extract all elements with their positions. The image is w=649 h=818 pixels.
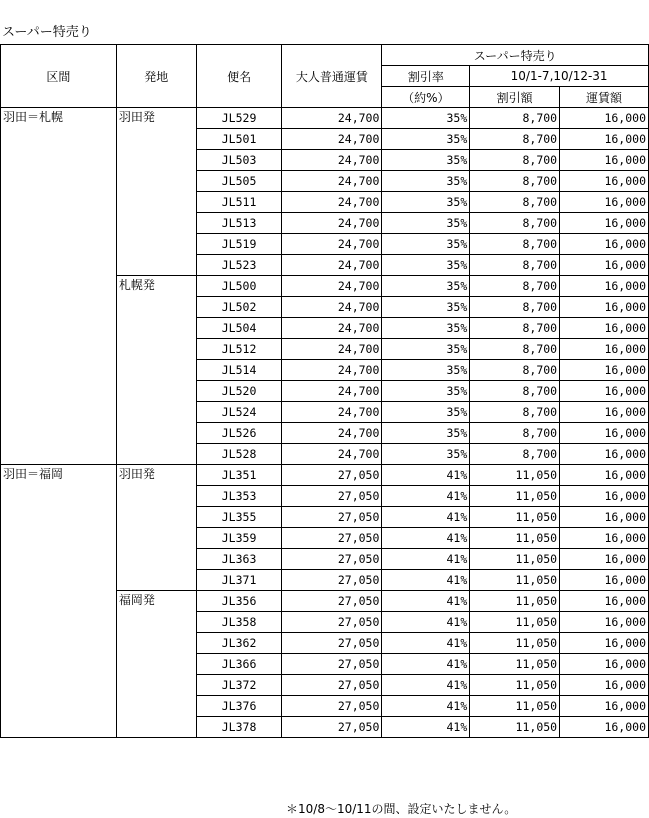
fare-amount-cell: 16,000: [560, 528, 649, 549]
discount-rate-cell: 35%: [382, 339, 470, 360]
flight-cell: JL362: [196, 633, 282, 654]
adult-fare-cell: 24,700: [282, 108, 382, 129]
discount-amount-cell: 8,700: [470, 339, 560, 360]
flight-cell: JL502: [196, 297, 282, 318]
header-discount-amount: 割引額: [470, 87, 560, 108]
flight-cell: JL358: [196, 612, 282, 633]
discount-rate-cell: 35%: [382, 444, 470, 465]
fare-amount-cell: 16,000: [560, 507, 649, 528]
flight-cell: JL366: [196, 654, 282, 675]
discount-amount-cell: 11,050: [470, 633, 560, 654]
page-title: スーパー特売り: [2, 25, 92, 40]
fare-amount-cell: 16,000: [560, 234, 649, 255]
header-fare-amount: 運賃額: [560, 87, 649, 108]
adult-fare-cell: 24,700: [282, 213, 382, 234]
flight-cell: JL505: [196, 171, 282, 192]
flight-cell: JL378: [196, 717, 282, 738]
origin-cell: 札幌発: [116, 276, 196, 465]
adult-fare-cell: 27,050: [282, 675, 382, 696]
discount-rate-cell: 35%: [382, 192, 470, 213]
discount-rate-cell: 35%: [382, 255, 470, 276]
flight-cell: JL511: [196, 192, 282, 213]
discount-amount-cell: 11,050: [470, 486, 560, 507]
discount-amount-cell: 8,700: [470, 423, 560, 444]
header-section: 区間: [1, 45, 117, 108]
origin-cell: 福岡発: [116, 591, 196, 738]
adult-fare-cell: 27,050: [282, 528, 382, 549]
origin-cell: 羽田発: [116, 465, 196, 591]
flight-cell: JL526: [196, 423, 282, 444]
adult-fare-cell: 24,700: [282, 234, 382, 255]
discount-rate-cell: 41%: [382, 570, 470, 591]
fare-amount-cell: 16,000: [560, 717, 649, 738]
discount-amount-cell: 11,050: [470, 528, 560, 549]
flight-cell: JL513: [196, 213, 282, 234]
fare-amount-cell: 16,000: [560, 339, 649, 360]
flight-cell: JL524: [196, 402, 282, 423]
adult-fare-cell: 24,700: [282, 276, 382, 297]
flight-cell: JL355: [196, 507, 282, 528]
flight-cell: JL353: [196, 486, 282, 507]
adult-fare-cell: 24,700: [282, 339, 382, 360]
discount-amount-cell: 11,050: [470, 465, 560, 486]
fare-amount-cell: 16,000: [560, 591, 649, 612]
fare-table: [0, 44, 649, 738]
adult-fare-cell: 24,700: [282, 171, 382, 192]
fare-amount-cell: 16,000: [560, 108, 649, 129]
flight-cell: JL519: [196, 234, 282, 255]
flight-cell: JL356: [196, 591, 282, 612]
header-flight: 便名: [196, 45, 282, 108]
discount-amount-cell: 8,700: [470, 234, 560, 255]
flight-cell: JL520: [196, 381, 282, 402]
adult-fare-cell: 27,050: [282, 696, 382, 717]
flight-cell: JL500: [196, 276, 282, 297]
discount-rate-cell: 35%: [382, 360, 470, 381]
discount-amount-cell: 8,700: [470, 444, 560, 465]
discount-rate-cell: 41%: [382, 549, 470, 570]
discount-rate-cell: 35%: [382, 234, 470, 255]
adult-fare-cell: 24,700: [282, 360, 382, 381]
discount-rate-cell: 35%: [382, 381, 470, 402]
fare-amount-cell: 16,000: [560, 192, 649, 213]
section-cell: 羽田＝福岡: [1, 465, 117, 738]
discount-amount-cell: 8,700: [470, 213, 560, 234]
adult-fare-cell: 24,700: [282, 297, 382, 318]
discount-rate-cell: 35%: [382, 297, 470, 318]
discount-rate-cell: 35%: [382, 213, 470, 234]
discount-rate-cell: 35%: [382, 150, 470, 171]
discount-amount-cell: 11,050: [470, 507, 560, 528]
discount-amount-cell: 11,050: [470, 675, 560, 696]
discount-rate-cell: 41%: [382, 654, 470, 675]
flight-cell: JL371: [196, 570, 282, 591]
discount-amount-cell: 8,700: [470, 297, 560, 318]
discount-amount-cell: 8,700: [470, 192, 560, 213]
fare-amount-cell: 16,000: [560, 297, 649, 318]
discount-amount-cell: 8,700: [470, 276, 560, 297]
flight-cell: JL503: [196, 150, 282, 171]
fare-amount-cell: 16,000: [560, 570, 649, 591]
adult-fare-cell: 27,050: [282, 465, 382, 486]
flight-cell: JL372: [196, 675, 282, 696]
discount-rate-cell: 41%: [382, 717, 470, 738]
discount-amount-cell: 11,050: [470, 654, 560, 675]
discount-rate-cell: 41%: [382, 675, 470, 696]
adult-fare-cell: 27,050: [282, 570, 382, 591]
discount-amount-cell: 8,700: [470, 171, 560, 192]
discount-amount-cell: 11,050: [470, 696, 560, 717]
discount-rate-cell: 41%: [382, 633, 470, 654]
flight-cell: JL359: [196, 528, 282, 549]
adult-fare-cell: 24,700: [282, 150, 382, 171]
header-discount-rate-note: （約%）: [382, 87, 470, 108]
discount-amount-cell: 11,050: [470, 717, 560, 738]
fare-amount-cell: 16,000: [560, 255, 649, 276]
adult-fare-cell: 27,050: [282, 612, 382, 633]
adult-fare-cell: 24,700: [282, 318, 382, 339]
header-discount-rate: 割引率: [382, 66, 470, 87]
discount-amount-cell: 11,050: [470, 549, 560, 570]
discount-rate-cell: 35%: [382, 423, 470, 444]
footnote: ＊10/8～10/11の間、設定いたしません。: [286, 802, 517, 816]
header-super-sale: スーパー特売り: [382, 45, 649, 66]
discount-amount-cell: 8,700: [470, 402, 560, 423]
adult-fare-cell: 24,700: [282, 129, 382, 150]
fare-amount-cell: 16,000: [560, 486, 649, 507]
flight-cell: JL504: [196, 318, 282, 339]
flight-cell: JL514: [196, 360, 282, 381]
adult-fare-cell: 24,700: [282, 444, 382, 465]
discount-amount-cell: 8,700: [470, 381, 560, 402]
discount-amount-cell: 11,050: [470, 570, 560, 591]
fare-amount-cell: 16,000: [560, 675, 649, 696]
table-row: [1, 465, 649, 486]
fare-amount-cell: 16,000: [560, 402, 649, 423]
flight-cell: JL351: [196, 465, 282, 486]
fare-amount-cell: 16,000: [560, 213, 649, 234]
flight-cell: JL363: [196, 549, 282, 570]
header-period: 10/1-7,10/12-31: [470, 66, 649, 87]
flight-cell: JL528: [196, 444, 282, 465]
section-cell: 羽田＝札幌: [1, 108, 117, 465]
table-row: [1, 108, 649, 129]
discount-rate-cell: 41%: [382, 591, 470, 612]
fare-amount-cell: 16,000: [560, 150, 649, 171]
discount-rate-cell: 41%: [382, 612, 470, 633]
discount-amount-cell: 8,700: [470, 318, 560, 339]
adult-fare-cell: 24,700: [282, 255, 382, 276]
discount-rate-cell: 35%: [382, 108, 470, 129]
adult-fare-cell: 27,050: [282, 633, 382, 654]
adult-fare-cell: 27,050: [282, 486, 382, 507]
flight-cell: JL529: [196, 108, 282, 129]
discount-rate-cell: 41%: [382, 486, 470, 507]
fare-amount-cell: 16,000: [560, 129, 649, 150]
fare-amount-cell: 16,000: [560, 423, 649, 444]
fare-amount-cell: 16,000: [560, 276, 649, 297]
adult-fare-cell: 27,050: [282, 654, 382, 675]
discount-amount-cell: 8,700: [470, 108, 560, 129]
adult-fare-cell: 24,700: [282, 381, 382, 402]
fare-amount-cell: 16,000: [560, 612, 649, 633]
origin-cell: 羽田発: [116, 108, 196, 276]
adult-fare-cell: 27,050: [282, 507, 382, 528]
fare-amount-cell: 16,000: [560, 549, 649, 570]
discount-rate-cell: 35%: [382, 129, 470, 150]
flight-cell: JL523: [196, 255, 282, 276]
fare-amount-cell: 16,000: [560, 171, 649, 192]
fare-amount-cell: 16,000: [560, 465, 649, 486]
adult-fare-cell: 27,050: [282, 549, 382, 570]
discount-amount-cell: 8,700: [470, 255, 560, 276]
discount-amount-cell: 11,050: [470, 591, 560, 612]
adult-fare-cell: 27,050: [282, 717, 382, 738]
adult-fare-cell: 24,700: [282, 192, 382, 213]
discount-amount-cell: 8,700: [470, 360, 560, 381]
discount-rate-cell: 35%: [382, 171, 470, 192]
fare-amount-cell: 16,000: [560, 360, 649, 381]
discount-rate-cell: 41%: [382, 696, 470, 717]
discount-rate-cell: 41%: [382, 465, 470, 486]
discount-rate-cell: 35%: [382, 402, 470, 423]
flight-cell: JL501: [196, 129, 282, 150]
header-origin: 発地: [116, 45, 196, 108]
fare-amount-cell: 16,000: [560, 318, 649, 339]
fare-amount-cell: 16,000: [560, 696, 649, 717]
fare-amount-cell: 16,000: [560, 381, 649, 402]
flight-cell: JL512: [196, 339, 282, 360]
flight-cell: JL376: [196, 696, 282, 717]
adult-fare-cell: 27,050: [282, 591, 382, 612]
discount-rate-cell: 41%: [382, 507, 470, 528]
discount-rate-cell: 35%: [382, 318, 470, 339]
adult-fare-cell: 24,700: [282, 423, 382, 444]
discount-rate-cell: 35%: [382, 276, 470, 297]
fare-amount-cell: 16,000: [560, 654, 649, 675]
discount-amount-cell: 8,700: [470, 150, 560, 171]
discount-amount-cell: 11,050: [470, 612, 560, 633]
fare-amount-cell: 16,000: [560, 633, 649, 654]
discount-amount-cell: 8,700: [470, 129, 560, 150]
adult-fare-cell: 24,700: [282, 402, 382, 423]
header-adult-fare: 大人普通運賃: [282, 45, 382, 108]
discount-rate-cell: 41%: [382, 528, 470, 549]
fare-amount-cell: 16,000: [560, 444, 649, 465]
header-row-1: [1, 45, 649, 66]
